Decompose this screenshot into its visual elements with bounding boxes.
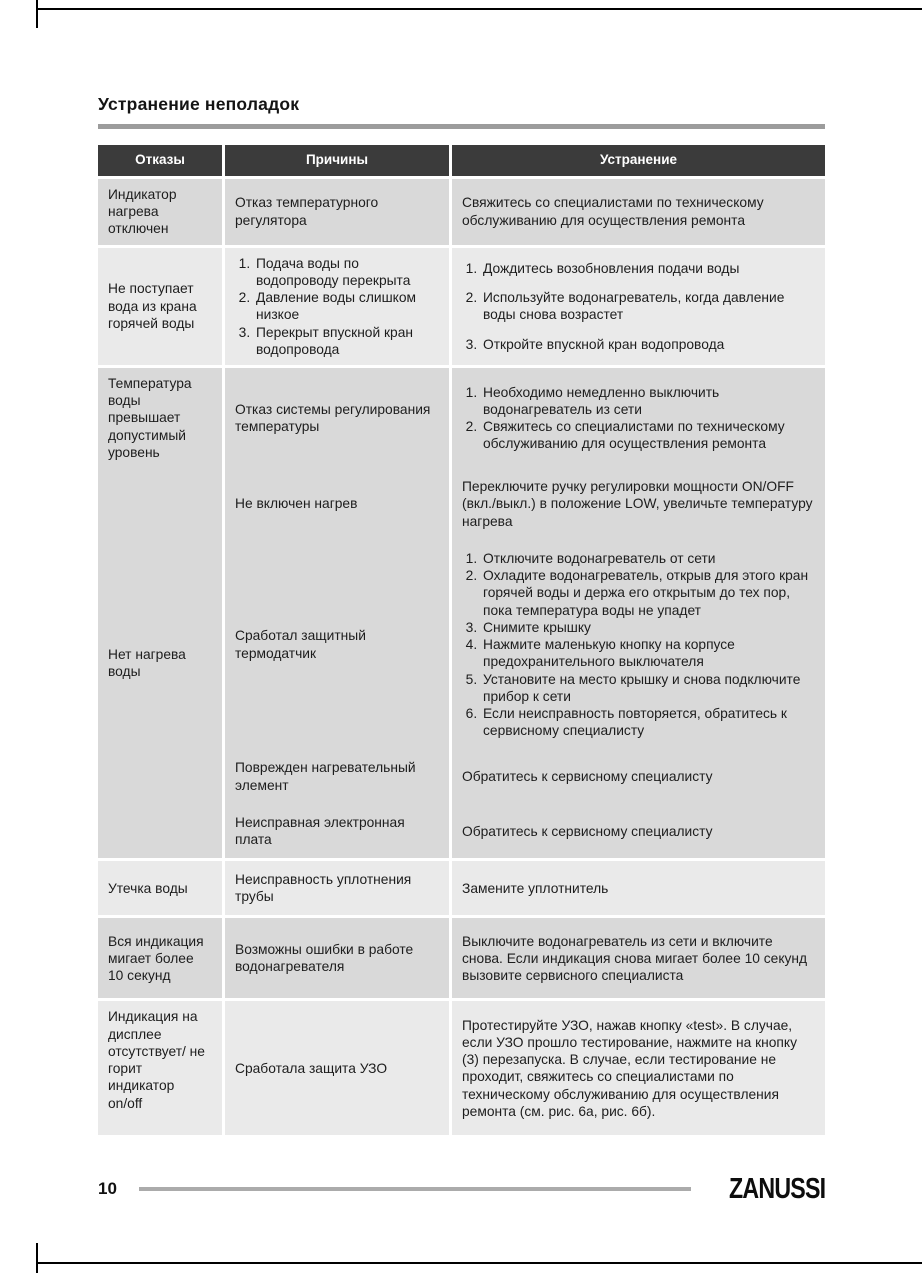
fault-cell: Температура воды превышает допустимый уровень — [98, 368, 222, 468]
zanussi-logo: ZANUSSI — [728, 1172, 825, 1205]
table-row — [98, 1001, 825, 1135]
column-header-faults: Отказы — [98, 145, 222, 176]
remedy-cell: Замените уплотнитель — [452, 861, 825, 915]
list-item: 3. Откройте впускной кран водопровода — [481, 336, 815, 353]
page-content — [98, 94, 825, 1135]
sub-cause-cell: Неисправная электронная плата — [225, 804, 449, 858]
fault-cell: Индикатор нагрева отключен — [98, 179, 222, 245]
cause-cell: Отказ температурного регулятора — [225, 179, 449, 245]
remedy-cell: Свяжитесь со специалистами по техническому обслуживанию для осуществления ремонта — [452, 179, 825, 245]
sub-remedy-cell: Переключите ручку регулировки мощности ON/OFF (вкл./выкл.) в положение LOW, увеличьте температуру нагрева — [452, 468, 825, 540]
fault-cell: Утечка воды — [98, 861, 222, 915]
page-title: Устранение неполадок — [98, 94, 300, 114]
cause-cell: Неисправность уплотнения трубы — [225, 861, 449, 915]
subrow-grid — [225, 468, 825, 858]
column-header-remedy: Устранение — [452, 145, 825, 176]
list-item: 1. Необходимо немедленно выключить водонагреватель из сети — [481, 384, 815, 418]
table-header-row — [98, 145, 825, 176]
list-item: 2. Давление воды слишком низкое — [254, 289, 439, 323]
cause-cell: Отказ системы регулирования температуры — [225, 368, 449, 468]
remedy-cell — [452, 368, 825, 468]
cause-list — [235, 255, 439, 358]
cause-cell: Возможны ошибки в работе водонагревателя — [225, 918, 449, 998]
remedy-cell: Выключите водонагреватель из сети и включите снова. Если индикация снова мигает более 10 секунд вызовите сервисного специалиста — [452, 918, 825, 998]
sub-remedy-cell: Обратитесь к сервисному специалисту — [452, 749, 825, 803]
title-rule — [98, 124, 825, 129]
list-item: 4. Нажмите маленькую кнопку на корпусе предохранительного выключателя — [481, 636, 815, 670]
column-header-causes: Причины — [225, 145, 449, 176]
list-item: 5. Установите на место крышку и снова подключите прибор к сети — [481, 671, 815, 705]
list-item: 2. Используйте водонагреватель, когда давление воды снова возрастет — [481, 289, 815, 323]
remedy-cell — [452, 248, 825, 365]
list-item: 3. Снимите крышку — [481, 619, 815, 636]
fault-cell: Индикация на дисплее отсутствует/ не горит индикатор on/off — [98, 1001, 222, 1135]
remedy-cell: Протестируйте УЗО, нажав кнопку «test». В случае, если УЗО прошло тестирование, нажмите на кнопку (3) перезапуска. В случае, если тестирование не проходит, свяжитесь со специалистами по техническому обслуживанию для осуществления ремонта (см. рис. 6а, рис. 6б). — [452, 1001, 825, 1135]
list-item: 2. Охладите водонагреватель, открыв для этого кран горячей воды и держа его открытым до тех пор, пока температура воды не упадет — [481, 567, 815, 619]
table-row — [98, 179, 825, 245]
fault-cell: Не поступает вода из крана горячей воды — [98, 248, 222, 365]
sub-cause-cell: Не включен нагрев — [225, 468, 449, 540]
list-item: 6. Если неисправность повторяется, обратитесь к сервисному специалисту — [481, 705, 815, 739]
list-item: 1. Дождитесь возобновления подачи воды — [481, 260, 815, 277]
fault-cell: Нет нагрева воды — [98, 468, 222, 858]
footer-rule — [139, 1187, 691, 1191]
table-row — [98, 861, 825, 915]
sub-cause-cell: Поврежден нагревательный элемент — [225, 749, 449, 803]
cause-cell — [225, 248, 449, 365]
cause-cell: Сработала защита УЗО — [225, 1001, 449, 1135]
remedy-list — [462, 550, 815, 740]
sub-remedy-cell — [452, 540, 825, 750]
remedy-list — [462, 260, 815, 353]
list-item: 3. Перекрыт впускной кран водопровода — [254, 324, 439, 358]
remedy-list — [462, 384, 815, 453]
list-item: 1. Отключите водонагреватель от сети — [481, 550, 815, 567]
table-row — [98, 368, 825, 468]
page-number: 10 — [98, 1179, 117, 1198]
troubleshooting-table — [98, 145, 825, 1135]
crop-mark-top-horizontal — [37, 8, 922, 10]
crop-mark-bottom-vertical — [36, 1243, 38, 1273]
crop-mark-top-vertical — [36, 0, 38, 28]
sub-remedy-cell: Обратитесь к сервисному специалисту — [452, 804, 825, 858]
crop-mark-bottom-horizontal — [37, 1262, 922, 1264]
sub-cause-cell: Сработал защитный термодатчик — [225, 540, 449, 750]
list-item: 2. Свяжитесь со специалистами по техническому обслуживанию для осуществления ремонта — [481, 418, 815, 452]
list-item: 1. Подача воды по водопроводу перекрыта — [254, 255, 439, 289]
fault-cell: Вся индикация мигает более 10 секунд — [98, 918, 222, 998]
table-row — [98, 918, 825, 998]
table-row — [98, 248, 825, 365]
table-row — [98, 468, 825, 858]
page-footer — [98, 1172, 825, 1206]
